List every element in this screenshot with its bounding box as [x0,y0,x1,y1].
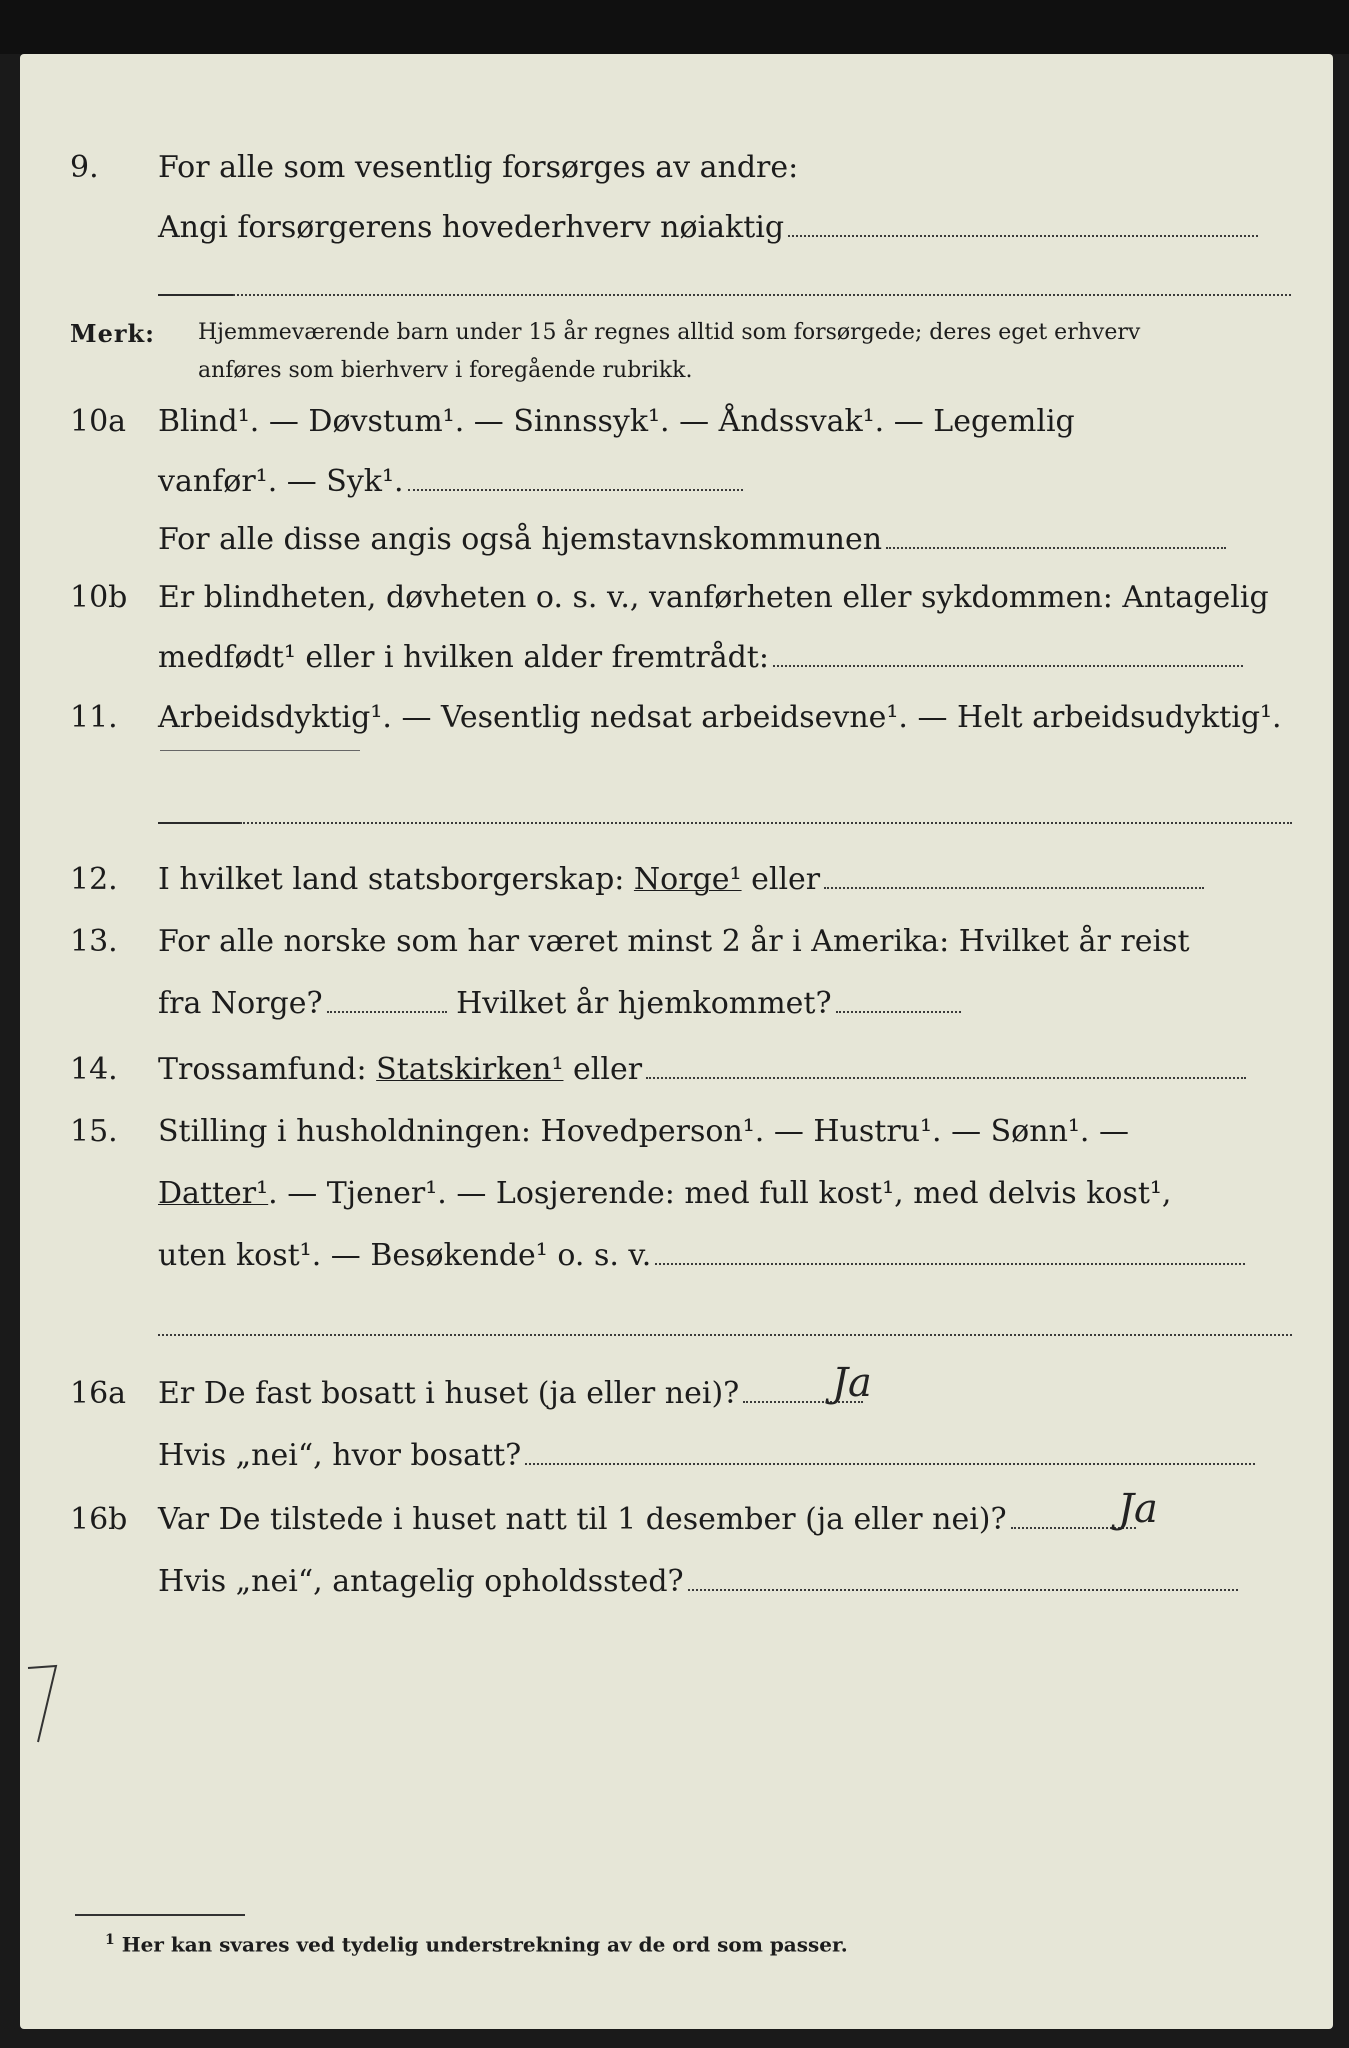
question-text: uten kost¹. — Besøkende¹ o. s. v. [158,1236,1245,1276]
question-text: vanfør¹. — Syk¹. [158,462,743,502]
question-text: For alle disse angis også hjemstavnskommunen [158,520,1226,560]
question-text: For alle norske som har været minst 2 år i Amerika: Hvilket år reist [158,924,1190,959]
question-number: 16a [70,1376,127,1411]
separator-dotted [158,1334,1292,1336]
question-number: 10a [70,404,127,439]
handwritten-answer-16b: Ja [1118,1486,1158,1532]
question-text: Blind¹. — Døvstum¹. — Sinnssyk¹. — Åndssvak¹. — Legemlig [158,404,1075,439]
question-number: 10b [70,580,128,615]
question-text: Angi forsørgerens hovederhverv nøiaktig [158,208,1258,248]
question-text: I hvilket land statsborgerskap: Norge¹ eller [158,860,1204,900]
question-number: 9. [70,150,99,185]
separator-dotted [240,822,1292,824]
note-text-line1: Hjemmeværende barn under 15 år regnes alltid som forsørgede; deres eget erhverv [198,320,1141,345]
question-text: fra Norge? Hvilket år hjemkommet? [158,984,961,1024]
question-number: 14. [70,1052,118,1087]
question-number: 12. [70,862,118,897]
scan-border [0,0,1349,54]
question-number: 11. [70,700,118,735]
separator-dotted [233,294,1291,296]
footnote-rule [75,1914,245,1916]
pencil-stroke [160,750,360,751]
separator [158,294,233,296]
question-text: Datter¹. — Tjener¹. — Losjerende: med full kost¹, med delvis kost¹, [158,1176,1172,1211]
question-text: Hvis „nei“, hvor bosatt? [158,1436,1255,1476]
question-number: 13. [70,924,118,959]
separator [158,822,240,824]
handwritten-answer-16a: Ja [832,1360,872,1406]
question-text: Er De fast bosatt i huset (ja eller nei)? [158,1374,863,1414]
question-text: Trossamfund: Statskirken¹ eller [158,1050,1246,1090]
question-text: Var De tilstede i huset natt til 1 desember (ja eller nei)? [158,1500,1136,1540]
question-text: For alle som vesentlig forsørges av andre: [158,150,799,185]
question-text: Hvis „nei“, antagelig opholdssted? [158,1562,1238,1602]
question-number: 15. [70,1114,118,1149]
question-text: medfødt¹ eller i hvilken alder fremtrådt: [158,638,1243,678]
census-form-page [20,54,1333,2029]
footnote-text: Her kan svares ved tydelig understrekning av de ord som passer. [121,1932,848,1957]
question-number: 16b [70,1502,128,1537]
note-text-line2: anføres som bierhverv i foregående rubrikk. [198,358,693,383]
margin-pencil-mark [26,1662,66,1752]
question-text: Er blindheten, døvheten o. s. v., vanførheten eller sykdommen: Antagelig [158,580,1269,615]
question-text: Stilling i husholdningen: Hovedperson¹. — Hustru¹. — Sønn¹. — [158,1114,1129,1149]
note-label: Merk: [70,319,155,348]
question-text: Arbeidsdyktig¹. — Vesentlig nedsat arbeidsevne¹. — Helt arbeidsudyktig¹. [158,700,1282,735]
footnote-marker: 1 [105,1932,115,1948]
footnote [105,1932,848,1957]
